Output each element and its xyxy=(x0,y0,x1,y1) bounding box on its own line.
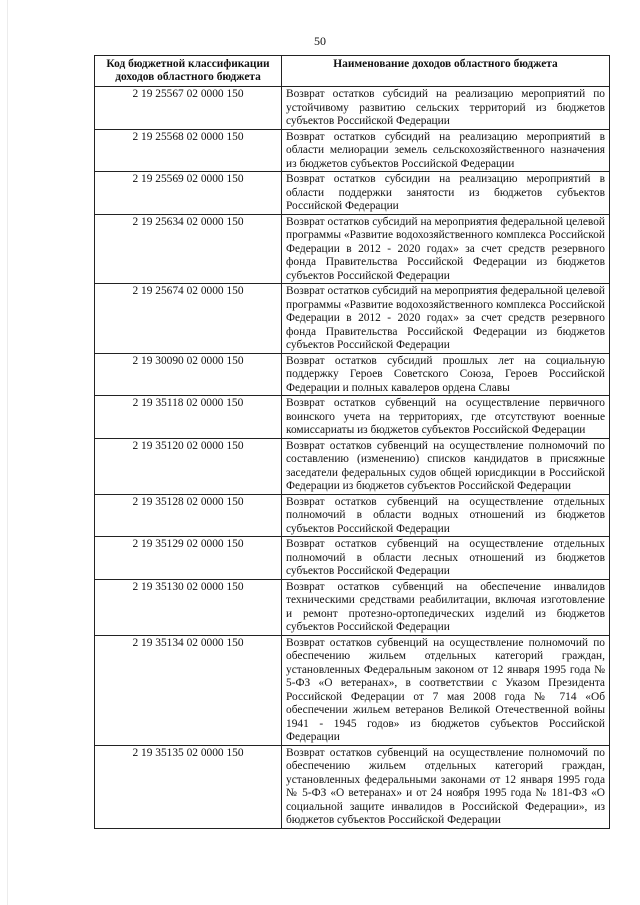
budget-classification-table xyxy=(94,55,610,829)
row-name: Возврат остатков субсидий на мероприятия федеральной целевой программы «Развитие водохозяйственного комплекса Российской Федерации в 2012 - 2020 годах» за счет средств резервного фонда Правительства Российской Федерации из бюджетов субъектов Российской Федерации xyxy=(282,284,610,354)
scan-edge-line xyxy=(7,0,8,905)
row-name: Возврат остатков субвенций на осуществление отдельных полномочий в области лесных отношений из бюджетов субъектов Российской Федерации xyxy=(282,537,610,580)
row-name: Возврат остатков субсидий на реализацию мероприятий по устойчивому развитию сельских территорий из бюджетов субъектов Российской Федерации xyxy=(282,87,610,130)
row-code: 2 19 35134 02 0000 150 xyxy=(95,635,282,745)
row-code: 2 19 35130 02 0000 150 xyxy=(95,579,282,635)
table-header-row xyxy=(95,56,610,87)
row-code: 2 19 35118 02 0000 150 xyxy=(95,396,282,439)
table-row xyxy=(95,284,610,354)
table-row xyxy=(95,438,610,494)
table-row xyxy=(95,745,610,828)
row-code: 2 19 35128 02 0000 150 xyxy=(95,494,282,537)
table-row xyxy=(95,635,610,745)
row-code: 2 19 35129 02 0000 150 xyxy=(95,537,282,580)
row-name: Возврат остатков субвенций на обеспечение инвалидов техническими средствами реабилитации, включая изготовление и ремонт протезно-ортопедических изделий из бюджетов субъектов Российской Федерации xyxy=(282,579,610,635)
table-row xyxy=(95,537,610,580)
row-code: 2 19 25569 02 0000 150 xyxy=(95,172,282,215)
table-row xyxy=(95,494,610,537)
table-row xyxy=(95,214,610,284)
row-name: Возврат остатков субсидий на реализацию мероприятий в области мелиорации земель сельскохозяйственного назначения из бюджетов субъектов Российской Федерации xyxy=(282,129,610,172)
row-name: Возврат остатков субсидии на реализацию мероприятий в области поддержки занятости из бюджетов субъектов Российской Федерации xyxy=(282,172,610,215)
row-name: Возврат остатков субсидий прошлых лет на социальную поддержку Героев Советского Союза, Героев Российской Федерации и полных кавалеров ордена Славы xyxy=(282,353,610,396)
row-code: 2 19 25674 02 0000 150 xyxy=(95,284,282,354)
row-code: 2 19 35120 02 0000 150 xyxy=(95,438,282,494)
header-name: Наименование доходов областного бюджета xyxy=(282,56,610,87)
table-row xyxy=(95,129,610,172)
row-name: Возврат остатков субвенций на осуществление первичного воинского учета на территориях, где отсутствуют военные комиссариаты из бюджетов субъектов Российской Федерации xyxy=(282,396,610,439)
table-row xyxy=(95,172,610,215)
row-name: Возврат остатков субвенций на осуществление полномочий по составлению (изменению) списков кандидатов в присяжные заседатели федеральных судов общей юрисдикции в Российской Федерации из бюджетов субъектов Российской Федерации xyxy=(282,438,610,494)
page-number: 50 xyxy=(314,34,326,48)
row-name: Возврат остатков субвенций на осуществление отдельных полномочий в области водных отношений из бюджетов субъектов Российской Федерации xyxy=(282,494,610,537)
row-code: 2 19 30090 02 0000 150 xyxy=(95,353,282,396)
table-row xyxy=(95,579,610,635)
row-code: 2 19 25568 02 0000 150 xyxy=(95,129,282,172)
row-code: 2 19 25634 02 0000 150 xyxy=(95,214,282,284)
row-code: 2 19 25567 02 0000 150 xyxy=(95,87,282,130)
table-row xyxy=(95,353,610,396)
table-body xyxy=(95,87,610,829)
table-row xyxy=(95,396,610,439)
row-name: Возврат остатков субсидий на мероприятия федеральной целевой программы «Развитие водохозяйственного комплекса Российской Федерации в 2012 - 2020 годах» за счет средств резервного фонда Правительства Российской Федерации из бюджетов субъектов Российской Федерации xyxy=(282,214,610,284)
row-name: Возврат остатков субвенций на осуществление полномочий по обеспечению жильем отдельных категорий граждан, установленных Федеральным законом от 12 января 1995 года № 5-ФЗ «О ветеранах», в соответствии с Указом Президента Российской Федерации от 7 мая 2008 года № 714 «Об обеспечении жильем ветеранов Великой Отечественной войны 1941 - 1945 годов» из бюджетов субъектов Российской Федерации xyxy=(282,635,610,745)
header-code: Код бюджетной классификации доходов областного бюджета xyxy=(95,56,282,87)
row-code: 2 19 35135 02 0000 150 xyxy=(95,745,282,828)
table-row xyxy=(95,87,610,130)
row-name: Возврат остатков субвенций на осуществление полномочий по обеспечению жильем отдельных категорий граждан, установленных федеральными законами от 12 января 1995 года № 5-ФЗ «О ветеранах» и от 24 ноября 1995 года № 181-ФЗ «О социальной защите инвалидов в Российской Федерации», из бюджетов субъектов Российской Федерации xyxy=(282,745,610,828)
